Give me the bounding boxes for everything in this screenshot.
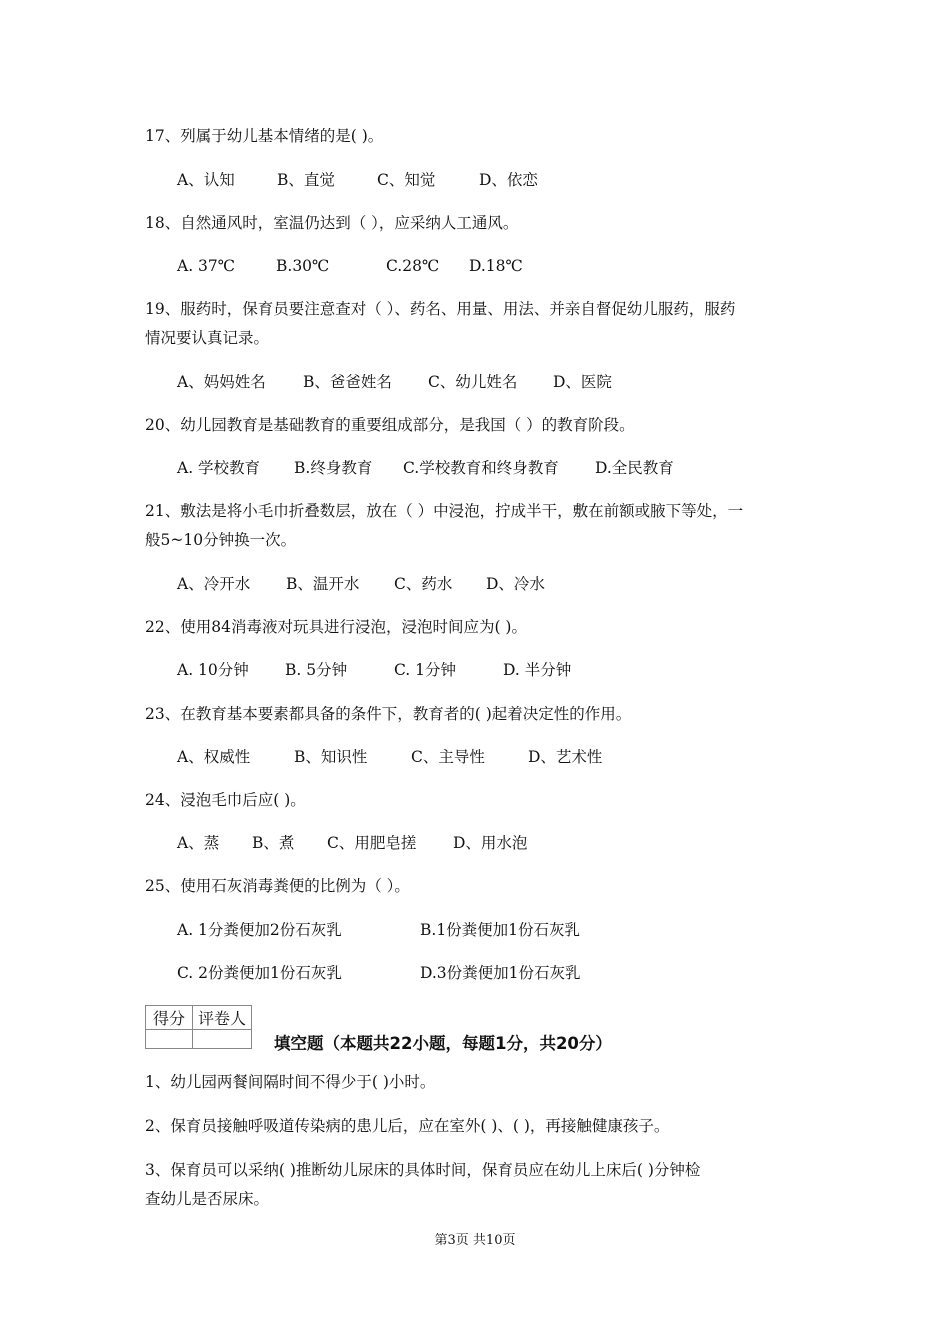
option-a: A、认知 [177, 171, 235, 189]
option-b: B、温开水 [286, 575, 360, 593]
option-c: C、主导性 [411, 748, 485, 766]
option-c: C、用肥皂搓 [327, 834, 417, 852]
grader-cell [193, 1030, 252, 1049]
option-a: A、权威性 [177, 748, 251, 766]
option-d: D.全民教育 [595, 459, 674, 477]
option-c: C. 1分钟 [394, 661, 457, 679]
option-c: C、药水 [394, 575, 453, 593]
question-21-stem-cont: 般5~10分钟换一次。 [145, 531, 297, 549]
option-b: B、煮 [252, 834, 295, 852]
option-a: A. 学校教育 [177, 459, 261, 477]
fill-question-3-cont: 查幼儿是否尿床。 [145, 1190, 270, 1208]
option-a: A. 37℃ [177, 257, 236, 275]
option-b: B、爸爸姓名 [303, 373, 392, 391]
score-cell [146, 1030, 193, 1049]
score-label: 得分 [146, 1006, 193, 1030]
option-a: A、妈妈姓名 [177, 373, 266, 391]
fill-question-3: 3、保育员可以采纳( )推断幼儿尿床的具体时间，保育员应在幼儿上床后( )分钟检 [145, 1161, 701, 1179]
option-d: D、用水泡 [453, 834, 528, 852]
question-23-stem: 23、在教育基本要素都具备的条件下，教育者的( )起着决定性的作用。 [145, 705, 632, 723]
option-c: C. 2份粪便加1份石灰乳 [177, 964, 342, 982]
option-d: D. 半分钟 [503, 661, 572, 679]
fill-question-1: 1、幼儿园两餐间隔时间不得少于( )小时。 [145, 1073, 436, 1091]
option-c: C.学校教育和终身教育 [403, 459, 559, 477]
option-a: A. 10分钟 [177, 661, 249, 679]
section-title: 填空题（本题共22小题，每题1分，共20分） [274, 1034, 612, 1053]
option-d: D、医院 [553, 373, 612, 391]
option-b: B、知识性 [294, 748, 368, 766]
option-a: A、蒸 [177, 834, 220, 852]
question-25-stem: 25、使用石灰消毒粪便的比例为（ ）。 [145, 877, 410, 895]
option-a: A. 1分粪便加2份石灰乳 [177, 921, 342, 939]
option-b: B.30℃ [276, 257, 330, 275]
option-b: B、直觉 [277, 171, 335, 189]
option-b: B.1份粪便加1份石灰乳 [420, 921, 581, 939]
question-24-stem: 24、浸泡毛巾后应( )。 [145, 791, 306, 809]
option-b: B.终身教育 [294, 459, 373, 477]
grader-label: 评卷人 [193, 1006, 252, 1030]
question-19-stem-cont: 情况要认真记录。 [145, 329, 270, 347]
option-c: C、知觉 [377, 171, 436, 189]
option-c: C、幼儿姓名 [428, 373, 518, 391]
option-c: C.28℃ [386, 257, 440, 275]
question-21-stem: 21、敷法是将小毛巾折叠数层，放在（ ）中浸泡，拧成半干，敷在前额或腋下等处，一 [145, 502, 744, 520]
page-footer: 第3页 共10页 [434, 1233, 516, 1248]
question-17-stem: 17、列属于幼儿基本情绪的是( )。 [145, 127, 384, 145]
score-box [145, 1005, 252, 1049]
option-a: A、冷开水 [177, 575, 251, 593]
option-d: D、依恋 [479, 171, 538, 189]
option-d: D、冷水 [486, 575, 545, 593]
question-20-stem: 20、幼儿园教育是基础教育的重要组成部分，是我国（ ）的教育阶段。 [145, 416, 635, 434]
question-18-stem: 18、自然通风时，室温仍达到（ ），应采纳人工通风。 [145, 214, 519, 232]
fill-question-2: 2、保育员接触呼吸道传染病的患儿后，应在室外( )、( )，再接触健康孩子。 [145, 1117, 670, 1135]
question-19-stem: 19、服药时，保育员要注意查对（ ）、药名、用量、用法、并亲自督促幼儿服药，服药 [145, 300, 736, 318]
option-d: D、艺术性 [528, 748, 603, 766]
option-d: D.3份粪便加1份石灰乳 [420, 964, 581, 982]
option-b: B. 5分钟 [285, 661, 348, 679]
question-22-stem: 22、使用84消毒液对玩具进行浸泡，浸泡时间应为( )。 [145, 618, 527, 636]
option-d: D.18℃ [469, 257, 523, 275]
